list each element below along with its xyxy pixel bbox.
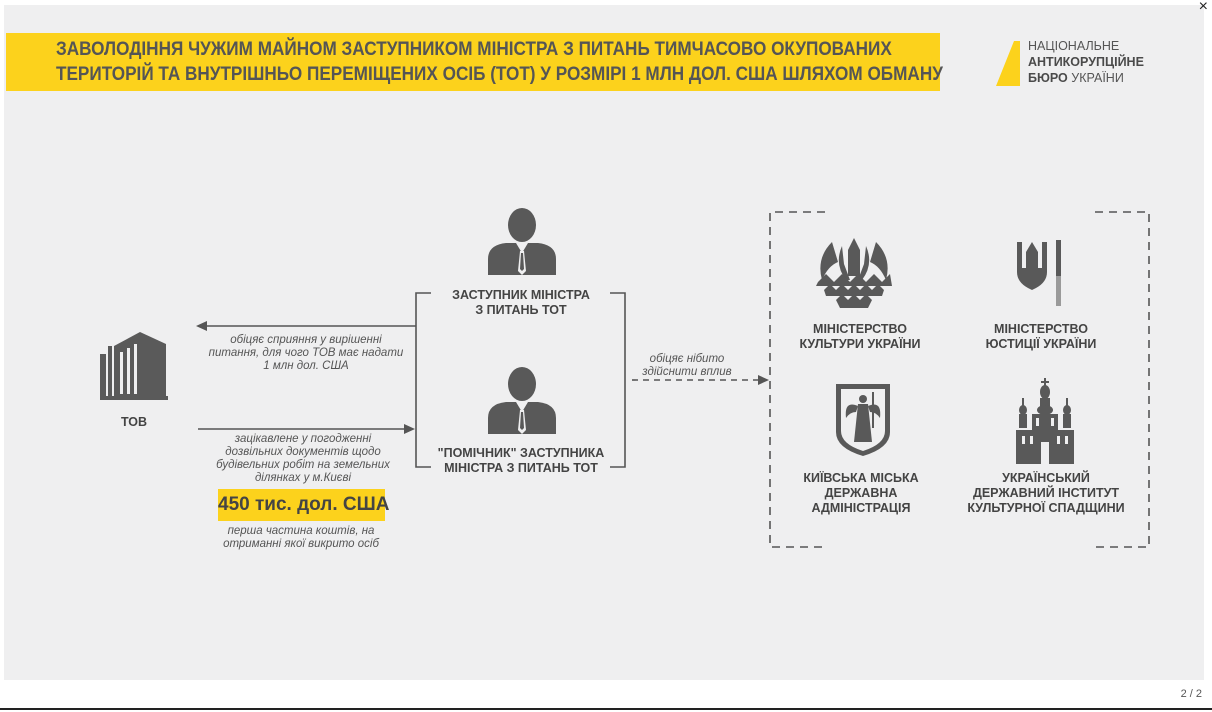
assistant-line-2: МІНІСТРА З ПИТАНЬ ТОТ <box>444 461 598 475</box>
logo-line-2: АНТИКОРУПЦІЙНЕ <box>1028 55 1144 69</box>
heritage-line-3: КУЛЬТУРНОЇ СПАДЩИНИ <box>967 501 1125 515</box>
heritage-line-2: ДЕРЖАВНИЙ ІНСТИТУТ <box>972 486 1120 500</box>
influence-note <box>630 353 744 379</box>
amount-note <box>200 525 402 551</box>
deputy-person-icon <box>486 203 558 275</box>
justice-line-2: ЮСТИЦІЇ УКРАЇНИ <box>985 337 1097 351</box>
amount-badge: 450 тис. дол. США <box>218 489 385 521</box>
page-counter: 2 / 2 <box>1180 688 1202 700</box>
company-label: ТОВ <box>120 415 148 429</box>
title-line-2: ТЕРИТОРІЙ ТА ВНУТРІШНЬО ПЕРЕМІЩЕНИХ ОСІБ (ТОТ) У РОЗМІРІ 1 МЛН ДОЛ. США ШЛЯХОМ ОБМАНУ <box>56 63 943 85</box>
interest-note-line-1: зацікавлене у погодженні <box>234 433 372 445</box>
close-button[interactable]: × <box>1198 0 1208 15</box>
logo-line-1: НАЦІОНАЛЬНЕ <box>1028 39 1120 53</box>
title-line-1: ЗАВОЛОДІННЯ ЧУЖИМ МАЙНОМ ЗАСТУПНИКОМ МІНІСТРА З ПИТАНЬ ТИМЧАСОВО ОКУПОВАНИХ <box>56 38 892 60</box>
promise-note-line-3: 1 млн дол. США <box>263 360 349 372</box>
deputy-line-1: ЗАСТУПНИК МІНІСТРА <box>452 288 590 302</box>
kyiv-line-1: КИЇВСЬКА МІСЬКА <box>803 471 919 485</box>
amount-note-line-2: отриманні якої викрито осіб <box>223 538 379 550</box>
cathedral-icon <box>1014 378 1076 464</box>
influence-note-line-1: обіцяє нібито <box>649 353 725 365</box>
kyiv-line-2: ДЕРЖАВНА <box>824 486 898 500</box>
logo-line-3b: УКРАЇНИ <box>1067 71 1124 85</box>
promise-note-line-1: обіцяє сприяння у вирішенні <box>230 334 382 346</box>
institution-justice <box>966 322 1116 352</box>
institution-culture <box>780 322 940 352</box>
culture-line-2: КУЛЬТУРИ УКРАЇНИ <box>799 337 921 351</box>
deputy-line-2: З ПИТАНЬ ТОТ <box>475 303 567 317</box>
promise-note <box>200 334 412 373</box>
interest-note-line-3: будівельних робіт на земельних <box>216 459 390 471</box>
deputy-label <box>436 288 606 318</box>
influence-note-line-2: здійснити вплив <box>642 366 732 378</box>
kyiv-city-emblem-icon <box>834 382 892 458</box>
culture-line-1: МІНІСТЕРСТВО <box>813 322 907 336</box>
assistant-label <box>431 446 611 476</box>
institution-kyiv-admin <box>786 471 936 516</box>
logo-line-3a: БЮРО <box>1028 71 1068 85</box>
justice-ministry-emblem-icon <box>1014 238 1066 308</box>
justice-line-1: МІНІСТЕРСТВО <box>994 322 1088 336</box>
interest-note-line-4: ділянках у м.Києві <box>254 472 352 484</box>
building-icon <box>100 332 168 402</box>
interest-note <box>198 433 408 485</box>
assistant-line-1: "ПОМІЧНИК" ЗАСТУПНИКА <box>437 446 605 460</box>
kyiv-line-3: АДМІНІСТРАЦІЯ <box>811 501 911 515</box>
institution-heritage-institute <box>961 471 1131 516</box>
assistant-person-icon <box>486 362 558 434</box>
heritage-line-1: УКРАЇНСЬКИЙ <box>1002 471 1090 485</box>
promise-note-line-2: питання, для чого ТОВ має надати <box>208 347 404 359</box>
amount-note-line-1: перша частина коштів, на <box>227 525 375 537</box>
interest-note-line-2: дозвільних документів щодо <box>225 446 381 458</box>
culture-ministry-emblem-icon <box>812 236 896 310</box>
